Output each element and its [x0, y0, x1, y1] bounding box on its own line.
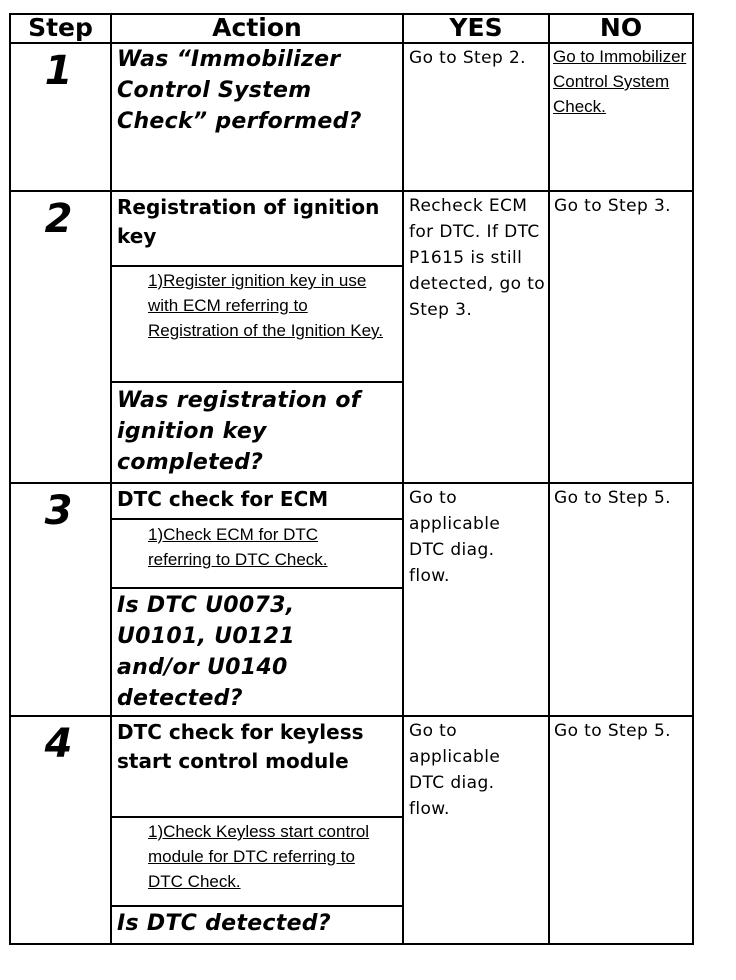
step-number: 2: [44, 196, 73, 242]
step-question: Is DTC detected?: [117, 911, 331, 936]
header-step: Step: [28, 13, 93, 42]
step-no: Go to Step 5.: [554, 488, 671, 508]
action-subdivider: [110, 518, 404, 520]
step-sub-instruction[interactable]: 1)Check ECM for DTC referring to DTC Check.: [148, 525, 328, 569]
row-divider: [9, 482, 694, 484]
action-subdivider: [110, 905, 404, 907]
step-title: DTC check for ECM: [117, 487, 329, 511]
action-subdivider: [110, 381, 404, 383]
step-number: 4: [44, 721, 73, 767]
header-yes: YES: [449, 13, 503, 42]
column-divider: [548, 13, 550, 945]
action-subdivider: [110, 587, 404, 589]
step-question: Was “Immobilizer Control System Check” performed?: [117, 47, 362, 134]
step-sub-instruction[interactable]: 1)Check Keyless start control module for DTC referring to DTC Check.: [148, 822, 370, 891]
action-subdivider: [110, 265, 404, 267]
step-no: Go to Step 5.: [554, 721, 671, 741]
step-title: DTC check for keyless start control module: [117, 720, 364, 773]
header-no: NO: [599, 13, 643, 42]
step-no-link[interactable]: Go to Immobilizer Control System Check.: [553, 47, 687, 116]
step-yes: Go to applicable DTC diag. flow.: [409, 488, 501, 586]
step-question: Is DTC U0073, U0101, U0121 and/or U0140 detected?: [117, 593, 295, 711]
step-sub-instruction[interactable]: 1)Register ignition key in use with ECM referring to Registration of the Ignition Key.: [148, 271, 383, 340]
step-yes: Go to Step 2.: [409, 48, 526, 68]
column-divider: [110, 13, 112, 945]
step-title: Registration of ignition key: [117, 195, 380, 248]
row-divider: [9, 190, 694, 192]
step-number: 1: [44, 48, 73, 94]
step-yes: Go to applicable DTC diag. flow.: [409, 721, 501, 819]
column-divider: [402, 13, 404, 945]
action-subdivider: [110, 816, 404, 818]
step-no: Go to Step 3.: [554, 196, 671, 216]
step-number: 3: [44, 488, 73, 534]
row-divider: [9, 715, 694, 717]
step-question: Was registration of ignition key completed?: [117, 388, 361, 475]
step-yes: Recheck ECM for DTC. If DTC P1615 is still detected, go to Step 3.: [409, 196, 546, 320]
header-action: Action: [212, 13, 302, 42]
